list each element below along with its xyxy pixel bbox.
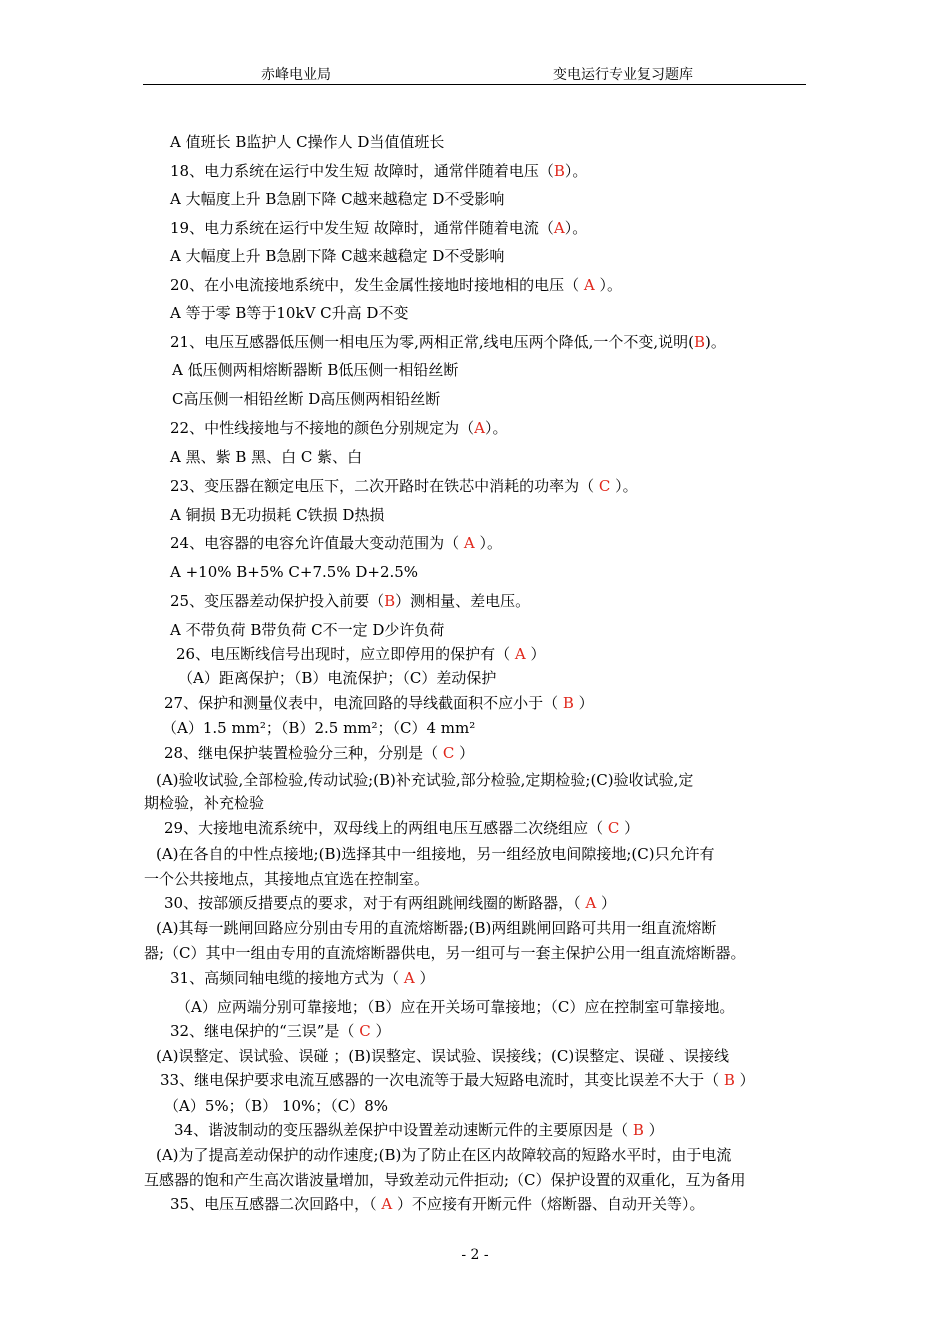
text-line <box>170 562 418 582</box>
line-text: 25、变压器差动保护投入前要（ <box>170 592 385 610</box>
text-line <box>170 1194 704 1214</box>
line-text-end: ）。 <box>564 219 588 237</box>
line-text: 31、高频同轴电缆的接地方式为（ <box>170 969 404 987</box>
line-text-end: ）不应接有开断元件（熔断器、自动开关等）。 <box>392 1195 705 1213</box>
answer-letter: B <box>384 592 396 610</box>
page-header <box>143 64 806 85</box>
answer-letter: C <box>442 744 455 762</box>
text-line <box>156 1046 729 1066</box>
line-text: 26、电压断线信号出现时，应立即停用的保护有（ <box>176 645 515 663</box>
line-text: 30、按部颁反措要点的要求，对于有两组跳闸线圈的断路器，（ <box>164 894 586 912</box>
line-text: 期检验，补充检验 <box>144 794 265 812</box>
line-text: （A）距离保护；（B）电流保护；（C）差动保护 <box>178 669 497 687</box>
line-text-end: ） <box>414 969 435 987</box>
text-line <box>164 893 616 913</box>
line-text: 27、保护和测量仪表中，电流回路的导线截面积不应小于（ <box>164 694 563 712</box>
line-text-end: ） <box>525 645 546 663</box>
answer-letter: C <box>359 1022 371 1040</box>
line-text: (A)其每一跳闸回路应分别由专用的直流熔断器;(B)两组跳闸回路可共用一组直流熔断 <box>156 919 717 937</box>
answer-letter: B <box>694 333 706 351</box>
line-text: 一个公共接地点，其接地点宜选在控制室。 <box>144 870 430 888</box>
line-text: （A）应两端分别可靠接地；（B）应在开关场可靠接地；（C）应在控制室可靠接地。 <box>176 998 735 1016</box>
line-text: 互感器的饱和产生高次谐波量增加，导致差动元件拒动;（C）保护设置的双重化，互为备用 <box>144 1171 746 1189</box>
text-line <box>174 1120 664 1140</box>
line-text: C高压侧一相铅丝断 D高压侧两相铅丝断 <box>172 390 441 408</box>
text-line <box>144 793 264 813</box>
answer-letter: A <box>403 969 415 987</box>
text-line <box>170 505 384 525</box>
text-line <box>156 1145 731 1165</box>
line-text: 19、电力系统在运行中发生短 故障时，通常伴随着电流（ <box>170 219 554 237</box>
answer-letter: C <box>598 477 611 495</box>
text-line <box>170 303 408 323</box>
line-text: A 不带负荷 B带负荷 C不一定 D少许负荷 <box>170 621 445 639</box>
text-line <box>164 818 639 838</box>
line-text: （A）5%；（B） 10%；（C）8% <box>164 1097 389 1115</box>
answer-letter: A <box>381 1195 393 1213</box>
line-text-end: ）。 <box>484 419 508 437</box>
line-text: A +10% B+5% C+7.5% D+2.5% <box>170 563 419 581</box>
line-text: 29、大接地电流系统中，双母线上的两组电压互感器二次绕组应（ <box>164 819 608 837</box>
text-line <box>170 275 622 295</box>
line-text: (A)为了提高差动保护的动作速度;(B)为了防止在区内故障较高的短路水平时，由于电流 <box>156 1146 732 1164</box>
answer-letter: C <box>607 819 620 837</box>
line-text: A 低压侧两相熔断器断 B低压侧一相铅丝断 <box>172 361 459 379</box>
header-title: 变电运行专业复习题库 <box>553 67 693 83</box>
answer-letter: B <box>562 694 574 712</box>
line-text-end: ） <box>596 894 616 912</box>
page-number: - 2 - <box>461 1247 489 1263</box>
answer-letter: B <box>553 162 565 180</box>
line-text-end: ）。 <box>594 276 622 294</box>
line-text: 32、继电保护的“三误”是（ <box>170 1022 360 1040</box>
text-line <box>144 1170 746 1190</box>
text-line <box>156 918 716 938</box>
text-line <box>170 968 434 988</box>
text-line <box>172 389 440 409</box>
text-line <box>160 1070 755 1090</box>
text-line <box>164 743 474 763</box>
header-org: 赤峰电业局 <box>261 67 331 83</box>
text-line <box>170 161 587 181</box>
text-line <box>170 476 638 496</box>
answer-letter: A <box>474 419 485 437</box>
answer-letter: A <box>585 894 597 912</box>
text-line <box>156 770 693 790</box>
text-line <box>162 718 475 738</box>
line-text: 18、电力系统在运行中发生短 故障时，通常伴随着电压（ <box>170 162 554 180</box>
line-text: 34、谐波制动的变压器纵差保护中设置差动速断元件的主要原因是（ <box>174 1121 633 1139</box>
text-line <box>144 869 429 889</box>
line-text: (A)误整定、误试验、误碰 ；(B)误整定、误试验、误接线；(C)误整定、误碰 、误接线 <box>156 1047 729 1065</box>
line-text-end: ） <box>454 744 475 762</box>
text-line <box>172 360 458 380</box>
answer-letter: B <box>632 1121 644 1139</box>
line-text: (A)在各自的中性点接地;(B)选择其中一组接地，另一组经放电间隙接地;(C)只允许有 <box>156 845 715 863</box>
text-line <box>164 1096 388 1116</box>
text-line <box>144 943 746 963</box>
line-text-end: ） <box>573 694 594 712</box>
text-line <box>170 332 726 352</box>
line-text: 33、继电保护要求电流互感器的一次电流等于最大短路电流时，其变比误差不大于（ <box>160 1071 724 1089</box>
text-line <box>170 1021 390 1041</box>
text-line <box>176 644 545 664</box>
line-text-end: ）测相量、差电压。 <box>395 592 531 610</box>
text-line <box>164 693 594 713</box>
text-line <box>170 447 362 467</box>
answer-letter: A <box>553 219 565 237</box>
line-text: 器;（C）其中一组由专用的直流熔断器供电，另一组可与一套主保护公用一组直流熔断器。 <box>144 944 746 962</box>
line-text-end: ）。 <box>564 162 588 180</box>
text-line <box>170 132 444 152</box>
line-text-end: ） <box>370 1022 391 1040</box>
line-text-end: ）。 <box>474 534 502 552</box>
line-text: A 黑、紫 B 黑、白 C 紫、白 <box>170 448 363 466</box>
text-line <box>176 997 734 1017</box>
text-line <box>170 246 504 266</box>
line-text: A 等于零 B等于10kV C升高 D不变 <box>170 304 409 322</box>
text-line <box>170 620 444 640</box>
answer-letter: A <box>514 645 526 663</box>
line-text: A 铜损 B无功损耗 C铁损 D热损 <box>170 506 385 524</box>
line-text: 24、电容器的电容允许值最大变动范围为（ <box>170 534 464 552</box>
line-text: 20、在小电流接地系统中，发生金属性接地时接地相的电压（ <box>170 276 584 294</box>
text-line <box>170 418 507 438</box>
line-text: A 大幅度上升 B急剧下降 C越来越稳定 D不受影响 <box>170 190 505 208</box>
answer-letter: A <box>583 276 595 294</box>
line-text: （A）1.5 mm²；（B）2.5 mm²；（C）4 mm² <box>162 719 476 737</box>
text-line <box>170 189 504 209</box>
answer-letter: A <box>463 534 475 552</box>
line-text-end: ）。 <box>610 477 638 495</box>
line-text: (A)验收试验,全部检验,传动试验;(B)补充试验,部分检验,定期检验;(C)验收试验,定 <box>156 771 694 789</box>
line-text-end: )。 <box>705 333 726 351</box>
line-text-end: ） <box>643 1121 664 1139</box>
text-line <box>170 218 587 238</box>
line-text-end: ） <box>619 819 640 837</box>
line-text: 28、继电保护装置检验分三种，分别是（ <box>164 744 443 762</box>
line-text: 22、中性线接地与不接地的颜色分别规定为（ <box>170 419 475 437</box>
line-text: A 值班长 B监护人 C操作人 D当值值班长 <box>170 133 445 151</box>
text-line <box>170 533 502 553</box>
text-line <box>178 668 496 688</box>
answer-letter: B <box>723 1071 735 1089</box>
text-line <box>156 844 715 864</box>
line-text: 21、电压互感器低压侧一相电压为零,两相正常,线电压两个降低,一个不变,说明( <box>170 333 695 351</box>
line-text-end: ） <box>734 1071 755 1089</box>
line-text: 35、电压互感器二次回路中，（ <box>170 1195 382 1213</box>
line-text: 23、变压器在额定电压下，二次开路时在铁芯中消耗的功率为（ <box>170 477 599 495</box>
line-text: A 大幅度上升 B急剧下降 C越来越稳定 D不受影响 <box>170 247 505 265</box>
text-line <box>170 591 530 611</box>
